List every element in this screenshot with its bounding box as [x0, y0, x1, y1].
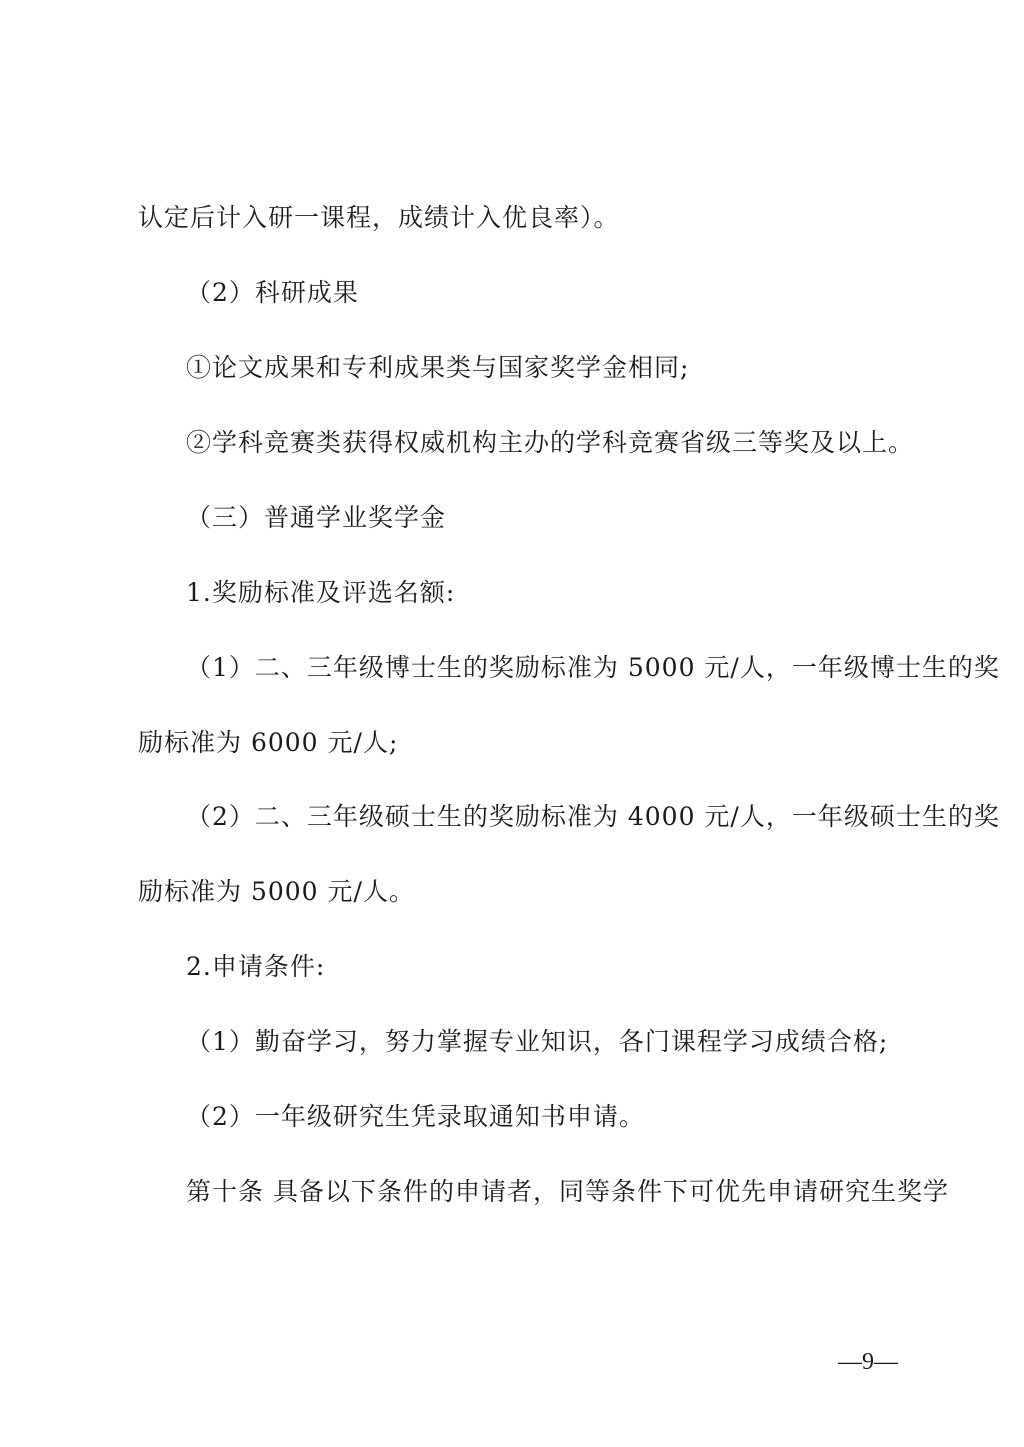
text-line-5: （三）普通学业奖学金	[186, 503, 447, 532]
text-line-4: ②学科竞赛类获得权威机构主办的学科竞赛省级三等奖及以上。	[186, 428, 915, 457]
text-line-11: 2.申请条件:	[186, 952, 326, 981]
page-number: —9—	[838, 1349, 898, 1375]
text-line-2: （2）科研成果	[186, 278, 359, 307]
text-line-6: 1.奖励标准及评选名额:	[186, 578, 456, 607]
text-line-1: 认定后计入研一课程，成绩计入优良率）。	[138, 203, 620, 232]
text-line-14: 第十条 具备以下条件的申请者，同等条件下可优先申请研究生奖学	[186, 1177, 949, 1206]
text-line-3: ①论文成果和专利成果类与国家奖学金相同;	[186, 353, 690, 382]
text-line-12: （1）勤奋学习，努力掌握专业知识，各门课程学习成绩合格;	[186, 1027, 889, 1056]
text-line-10: 励标准为 5000 元/人。	[138, 877, 415, 906]
text-line-13: （2）一年级研究生凭录取通知书申请。	[186, 1102, 645, 1131]
text-line-8: 励标准为 6000 元/人;	[138, 728, 399, 757]
text-line-9: （2）二、三年级硕士生的奖励标准为 4000 元/人，一年级硕士生的奖	[186, 802, 1000, 831]
text-line-7: （1）二、三年级博士生的奖励标准为 5000 元/人，一年级博士生的奖	[186, 653, 1000, 682]
